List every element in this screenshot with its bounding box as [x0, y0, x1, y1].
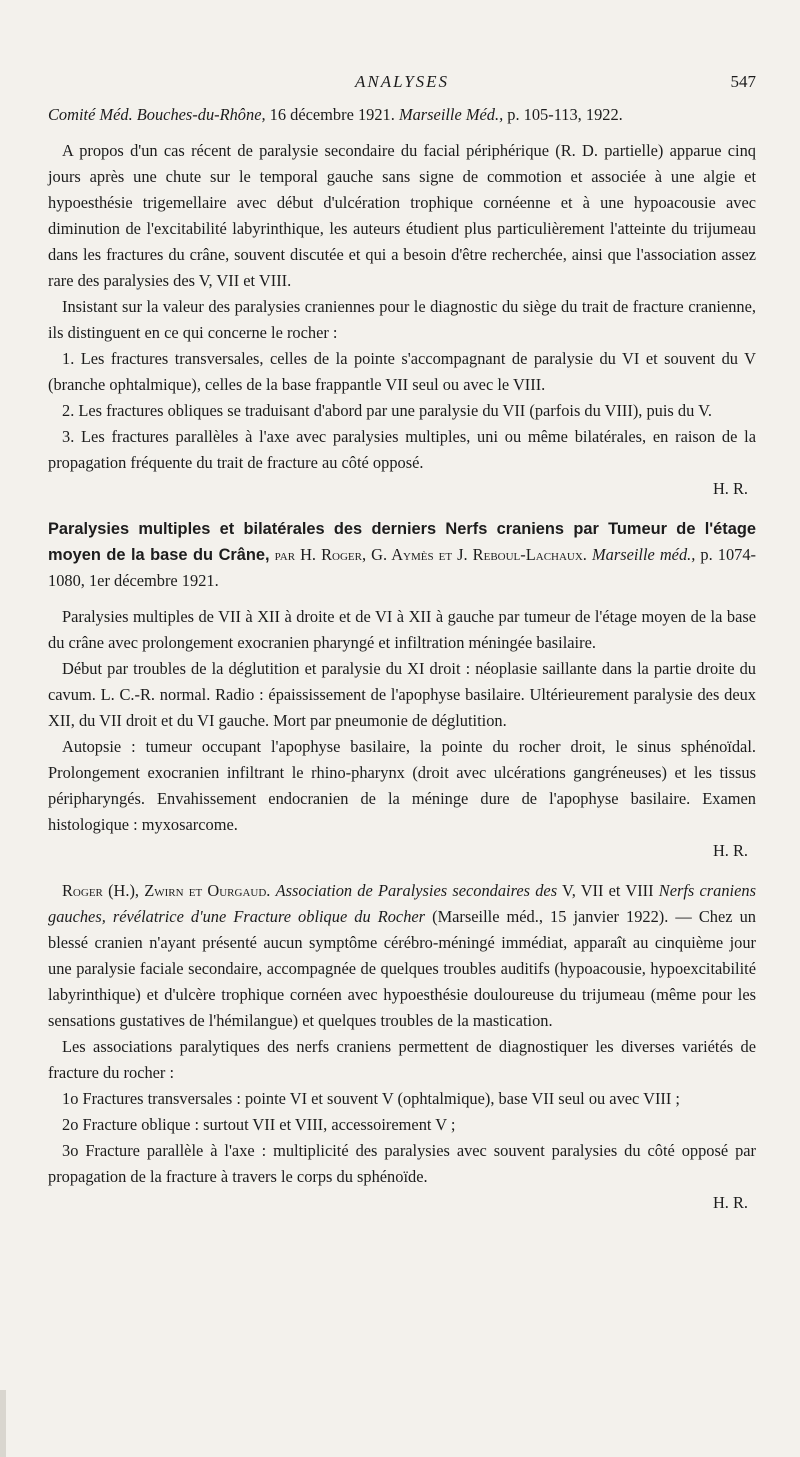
article-2-pages: p. 1074-1080, 1er décembre 1921. [48, 545, 757, 590]
article-3-para-1 [48, 878, 756, 1034]
article-3-para-5: 3o Fracture parallèle à l'axe : multiplicité des paralysies avec souvent paralysies du côté opposé par propagation de la fracture à travers le corps du sphénoïde. [48, 1141, 756, 1186]
article-3-para-2: Les associations paralytiques des nerfs craniens permettent de diagnostiquer les diverses variétés de fracture du rocher : [48, 1037, 756, 1082]
article-3-para-3: 1o Fractures transversales : pointe VI et souvent V (ophtalmique), base VII seul ou avec VIII ; [62, 1089, 680, 1108]
article-2-authors: par H. Roger, G. Aymès et J. Reboul-Lachaux. [269, 545, 592, 564]
binding-edge [0, 1390, 6, 1457]
article-1-para-1: A propos d'un cas récent de paralysie secondaire du facial périphérique (R. D. partielle) apparue cinq jours après une chute sur le temporal gauche sans signe de commotion et associée à une algie et hypoesthésie trigemellaire avec début d'ulcération trophique cornéenne et à une hypoacousie avec diminution de l'excitabilité labyrinthique, les auteurs étudient plus particulièrement l'atteinte du trijumeau dans les fractures du crâne, souvent discutée et qui a besoin d'être recherchée, ainsi que l'association assez rare des paralysies des V, VII et VIII. [48, 141, 756, 290]
article-2-signature: H. R. [712, 841, 748, 860]
article-2-para-3: Autopsie : tumeur occupant l'apophyse basilaire, la pointe du rocher droit, le sinus sphénoïdal. Prolongement exocranien infiltrant le rhino-pharynx (droit avec ulcérations gangréneuses) et les tissus péripharyngés. Envahissement endocranien de la méninge dure de l'apophyse basilaire. Examen histologique : myxosarcome. [48, 737, 756, 834]
article-1-para-2: Insistant sur la valeur des paralysies craniennes pour le diagnostic du siège du trait de fracture cranienne, ils distinguent en ce qui concerne le rocher : [48, 297, 756, 342]
article-3-authors: Roger (H.), Zwirn et Ourgaud. [62, 881, 276, 900]
article-3-para-4: 2o Fracture oblique : surtout VII et VIII, accessoirement V ; [62, 1115, 456, 1134]
article-2-para-1: Paralysies multiples de VII à XII à droite et de VI à XII à gauche par tumeur de l'étage moyen de la base du crâne avec prolongement exocranien pharyngé et infiltration méningée basilaire. [48, 607, 756, 652]
separator [48, 502, 756, 516]
separator [48, 864, 756, 878]
article-2-heading [48, 516, 756, 594]
article-3 [48, 878, 756, 1216]
article-3-body: (Marseille méd., 15 janvier 1922). — Chez un blessé cranien n'ayant présenté aucun symptôme cérébro-méningé immédiat, apparaît au cinquième jour une paralysie faciale secondaire, accompagnée de quelques troubles auditifs (hypoacousie, hypoexcitabilité labyrinthique) et d'ulcère trophique cornéen avec hypoesthésie douloureuse du trijumeau (même pour les sensations gustatives de l'hémilangue) et quelques troubles de la mastication. [48, 907, 756, 1030]
article-1-signature: H. R. [712, 479, 748, 498]
article-2-title: Paralysies multiples et bilatérales des derniers Nerfs craniens par Tumeur de l'étage moyen de la base du Crâne, [48, 520, 756, 564]
ref-date: 16 décembre 1921. [265, 105, 399, 124]
article-3-signature: H. R. [712, 1193, 748, 1212]
ref-journal-a: Comité Méd. Bouches-du-Rhône, [48, 105, 266, 124]
article-2 [48, 516, 756, 864]
ref-pages: p. 105-113, 1922. [503, 105, 623, 124]
article-2-para-2: Début par troubles de la déglutition et paralysie du XI droit : néoplasie saillante dans la partie droite du cavum. L. C.-R. normal. Radio : épaississement de l'apophyse basilaire. Ultérieurement paralysie des deux XII, du VII droit et du VI gauche. Mort par pneumonie de déglutition. [48, 659, 756, 730]
page-number: 547 [730, 72, 756, 91]
article-2-journal: Marseille méd., [591, 545, 696, 564]
ref-journal-b: Marseille Méd., [398, 105, 504, 124]
article-1-para-4: 2. Les fractures obliques se traduisant d'abord par une paralysie du VII (parfois du VIII), puis du V. [62, 401, 712, 420]
article-1 [48, 102, 756, 502]
article-3-title-nerves: V, VII et VIII [557, 881, 659, 900]
article-1-para-3: 1. Les fractures transversales, celles de la pointe s'accompagnant de paralysie du VI et souvent du V (branche ophtalmique), celles de la base frappantle VII seul ou avec le VIII. [48, 349, 756, 394]
article-3-title: Association de Paralysies secondaires des [275, 881, 558, 900]
header-title: ANALYSES [354, 72, 450, 91]
article-1-reference [48, 102, 756, 128]
article-1-para-5: 3. Les fractures parallèles à l'axe avec paralysies multiples, uni ou même bilatérales, en raison de la propagation fréquente du trait de fracture au côté opposé. [48, 427, 756, 472]
running-header [48, 72, 756, 102]
article-3-title-rest: Nerfs craniens gauches, révélatrice d'une Fracture oblique du Rocher [48, 881, 756, 926]
